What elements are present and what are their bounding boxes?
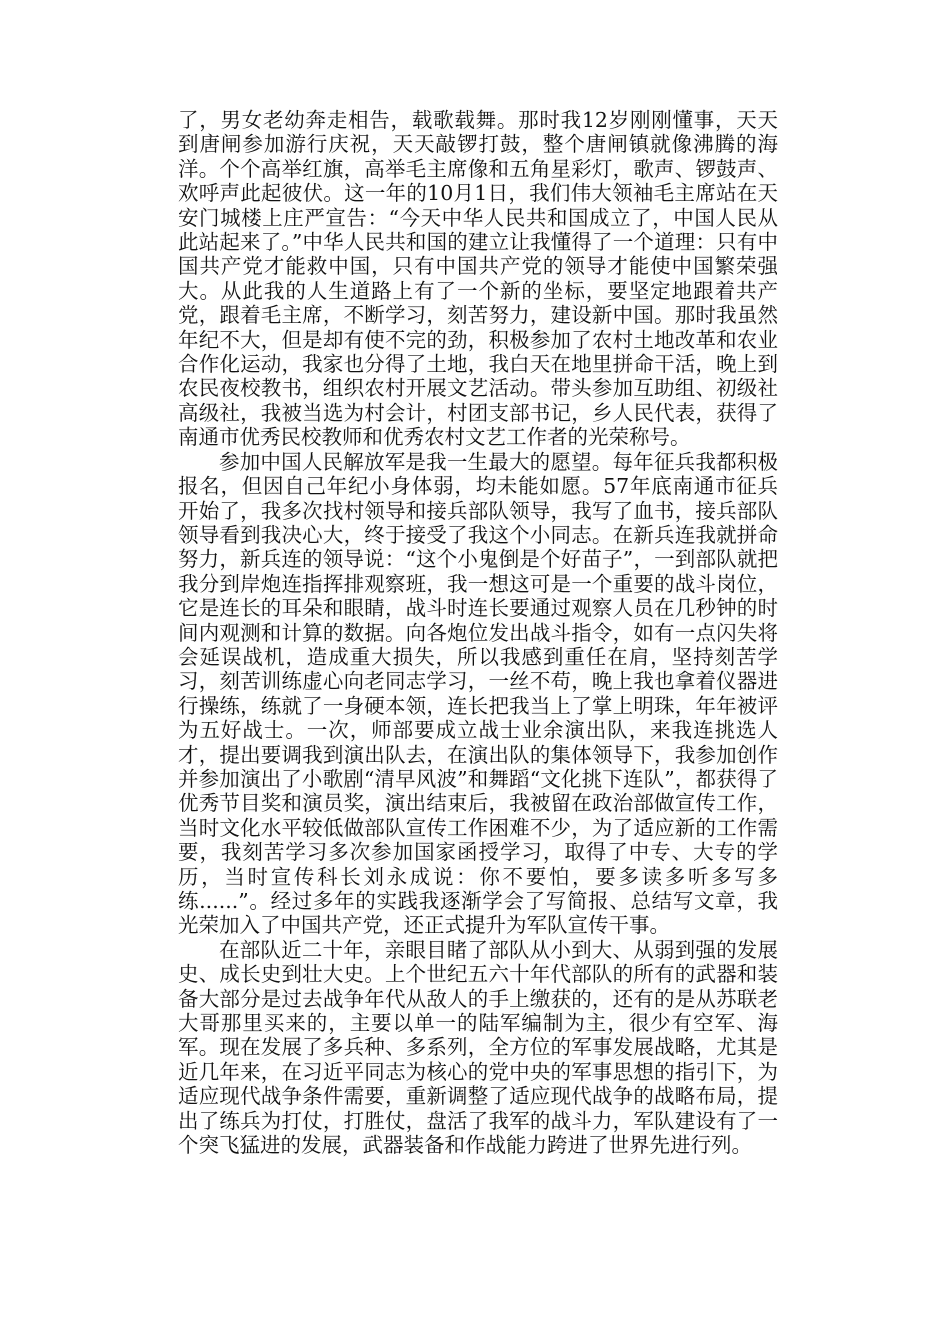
paragraph-2: 参加中国人民解放军是我一生最大的愿望。每年征兵我都积极报名，但因自己年纪小身体弱，均未能如愿。57年底南通市征兵开始了，我多次找村领导和接兵部队领导，我写了血书，接兵部队领导看到我决心大，终于接受了我这个小同志。在新兵连我就拼命努力，新兵连的领导说：“这个小鬼倒是个好苗子”，一到部队就把我分到岸炮连指挥排观察班，我一想这可是一个重要的战斗岗位，它是连长的耳朵和眼睛，战斗时连长要通过观察人员在几秒钟的时间内观测和计算的数据。向各炮位发出战斗指令，如有一点闪失将会延误战机，造成重大损失，所以我感到重任在肩，坚持刻苦学习，刻苦训练虚心向老同志学习，一丝不苟，晚上我也拿着仪器进行操练，练就了一身硬本领，连长把我当上了掌上明珠，年年被评为五好战士。一次，师部要成立战士业余演出队，来我连挑选人才，提出要调我到演出队去，在演出队的集体领导下，我参加创作并参加演出了小歌剧“清早风波”和舞蹈“文化挑下连队”，都获得了优秀节目奖和演员奖，演出结束后，我被留在政治部做宣传工作，当时文化水平较低做部队宣传工作困难不少，为了适应新的工作需要，我刻苦学习多次参加国家函授学习，取得了中专、大专的学历，当时宣传科长刘永成说：你不要怕，要多读多听多写多练......”。经过多年的实践我逐渐学会了写简报、总结写文章，我光荣加入了中国共产党，还正式提升为军队宣传干事。: [178, 449, 778, 938]
paragraph-3: 在部队近二十年，亲眼目睹了部队从小到大、从弱到强的发展史、成长史到壮大史。上个世纪五六十年代部队的所有的武器和装备大部分是过去战争年代从敌人的手上缴获的，还有的是从苏联老大哥那里买来的，主要以单一的陆军编制为主，很少有空军、海军。现在发展了多兵种、多系列，全方位的军事发展战略，尤其是近几年来，在习近平同志为核心的党中央的军事思想的指引下，为适应现代战争条件需要，重新调整了适应现代战争的战略布局，提出了练兵为打仗，打胜仗，盘活了我军的战斗力，军队建设有了一个突飞猛进的发展，武器装备和作战能力跨进了世界先进行列。: [178, 937, 778, 1158]
paragraph-1: 了，男女老幼奔走相告，载歌载舞。那时我12岁刚刚懂事，天天到唐闸参加游行庆祝，天天敲锣打鼓，整个唐闸镇就像沸腾的海洋。个个高举红旗，高举毛主席像和五角星彩灯，歌声、锣鼓声、欢呼声此起彼伏。这一年的10月1日，我们伟大领袖毛主席站在天安门城楼上庄严宣告：“今天中华人民共和国成立了，中国人民从此站起来了。”中华人民共和国的建立让我懂得了一个道理：只有中国共产党才能救中国，只有中国共产党的领导才能使中国繁荣强大。从此我的人生道路上有了一个新的坐标，要坚定地跟着共产党，跟着毛主席，不断学习，刻苦努力，建设新中国。那时我虽然年纪不大，但是却有使不完的劲，积极参加了农村土地改革和农业合作化运动，我家也分得了土地，我白天在地里拼命干活，晚上到农民夜校教书，组织农村开展文艺活动。带头参加互助组、初级社高级社，我被当选为村会计，村团支部书记，乡人民代表，获得了南通市优秀民校教师和优秀农村文艺工作者的光荣称号。: [178, 108, 778, 450]
document-body: [178, 108, 778, 1157]
